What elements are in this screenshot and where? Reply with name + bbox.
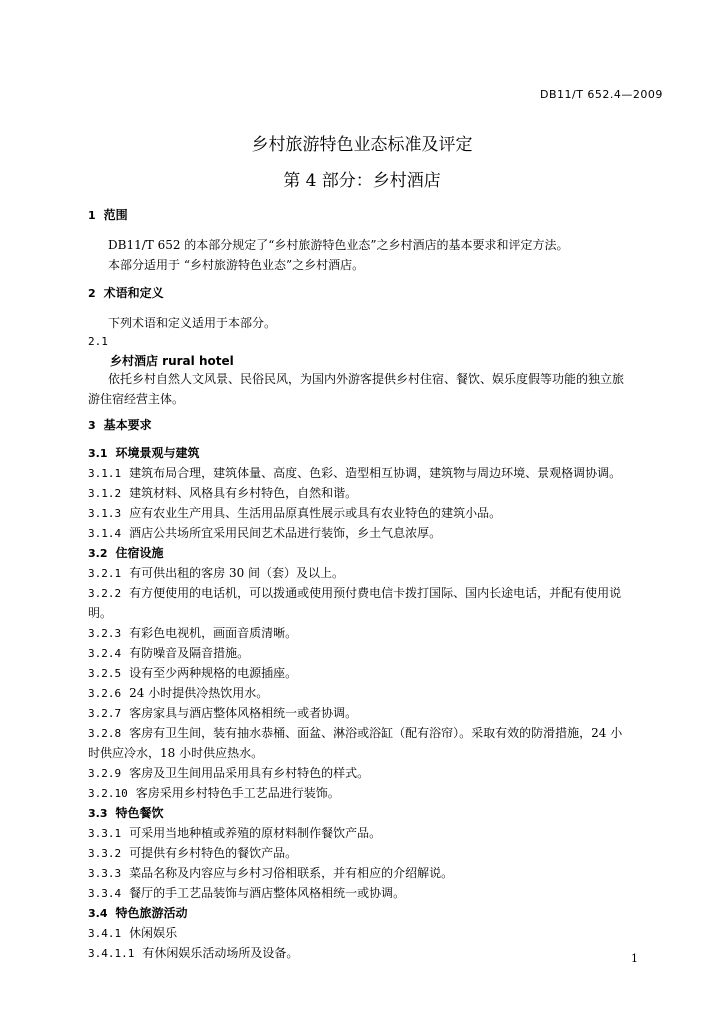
clause-number: 3.2.9 [88,767,122,780]
clause-text: 菜品名称及内容应与乡村习俗相联系，并有相应的介绍解说。 [129,866,454,880]
document-line [88,744,263,761]
clause-number: 3.2.7 [88,707,122,720]
clause-number: 3.3.3 [88,867,122,880]
clause-text: 住宿设施 [115,546,164,560]
document-line [88,390,184,407]
document-line [88,604,112,621]
document-line [88,824,381,841]
clause-text: 范围 [103,208,128,222]
clause-number: 3.3 [88,807,108,820]
document-line [88,904,188,921]
document-line [88,804,164,821]
clause-text: 乡村酒店 rural hotel [110,354,234,368]
document-line [88,844,297,861]
clause-text: DB11/T 652 的本部分规定了“乡村旅游特色业态”之乡村酒店的基本要求和评定方法。 [108,238,569,252]
document-line [88,544,164,561]
document-line [88,924,177,941]
clause-number: 3.4 [88,907,108,920]
clause-text: 时供应冷水，18 小时供应热水。 [88,746,264,760]
clause-text: 24 小时提供冷热饮用水。 [129,686,269,700]
document-line [88,444,200,461]
clause-text: 客房家具与酒店整体风格相统一或者协调。 [129,706,358,720]
clause-number: 3.4.1 [88,927,122,940]
clause-text: 有彩色电视机，画面音质清晰。 [129,626,298,640]
document-line [88,334,116,348]
clause-number: 3.2.10 [88,787,128,800]
clause-number: 3.2.2 [88,587,122,600]
document-line [88,704,357,721]
clause-text: 酒店公共场所宜采用民间艺术品进行装饰，乡土气息浓厚。 [129,526,442,540]
clause-number: 2.1 [88,335,108,348]
clause-number: 3.1.1 [88,467,122,480]
clause-number: 3.3.2 [88,847,122,860]
document-line [88,284,164,301]
document-line [88,564,344,581]
clause-text: 休闲娱乐 [129,926,178,940]
clause-text: 客房采用乡村特色手工艺品进行装饰。 [135,786,340,800]
document-line [88,644,249,661]
clause-number: 3.3.4 [88,887,122,900]
document-subtitle: 第 4 部分：乡村酒店 [283,171,441,191]
document-line [108,314,276,331]
clause-text: 应有农业生产用具、生活用品原真性展示或具有农业特色的建筑小品。 [129,506,502,520]
document-line [88,724,622,741]
clause-text: 客房有卫生间，装有抽水恭桶、面盆、淋浴或浴缸（配有浴帘）。采取有效的防滑措施，24 小 [129,726,623,740]
clause-text: 可采用当地种植或养殖的原材料制作餐饮产品。 [129,826,382,840]
clause-text: 可提供有乡村特色的餐饮产品。 [129,846,298,860]
clause-number: 3.1 [88,447,108,460]
clause-text: 设有至少两种规格的电源插座。 [129,666,298,680]
clause-number: 1 [88,209,96,222]
document-line [88,864,453,881]
clause-number: 3.2.4 [88,647,122,660]
clause-number: 3.2.5 [88,667,122,680]
document-line [88,664,297,681]
document-line [88,784,340,801]
document-line [88,484,357,501]
clause-text: 客房及卫生间用品采用具有乡村特色的样式。 [129,766,370,780]
clause-number: 3.3.1 [88,827,122,840]
standard-code: DB11/T 652.4—2009 [540,88,663,101]
clause-number: 3.2.3 [88,627,122,640]
document-line [88,464,621,481]
clause-text: 本部分适用于 “乡村旅游特色业态”之乡村酒店。 [108,258,365,272]
document-line [88,524,441,541]
clause-text: 有可供出租的客房 30 间（套）及以上。 [129,566,345,580]
document-line [108,370,624,387]
document-line [88,206,128,223]
clause-number: 3.1.4 [88,527,122,540]
page-number: 1 [631,952,638,965]
clause-text: 有休闲娱乐活动场所及设备。 [142,946,299,960]
document-line [88,504,501,521]
document-line [88,624,297,641]
clause-text: 建筑布局合理，建筑体量、高度、色彩、造型相互协调，建筑物与周边环境、景观格调协调。 [129,466,622,480]
clause-number: 3.1.2 [88,487,122,500]
clause-text: 依托乡村自然人文风景、民俗民风，为国内外游客提供乡村住宿、餐饮、娱乐度假等功能的独立旅 [108,372,625,386]
clause-text: 餐厅的手工艺品装饰与酒店整体风格相统一或协调。 [129,886,406,900]
document-line [88,416,152,433]
clause-number: 2 [88,287,96,300]
clause-number: 3.2.1 [88,567,122,580]
document-line [88,684,268,701]
clause-text: 下列术语和定义适用于本部分。 [108,316,277,330]
document-title: 乡村旅游特色业态标准及评定 [251,135,473,155]
document-line [88,764,369,781]
clause-number: 3.2.6 [88,687,122,700]
document-line [88,584,621,601]
clause-number: 3.2.8 [88,727,122,740]
clause-number: 3.4.1.1 [88,947,135,960]
clause-number: 3.2 [88,547,108,560]
clause-text: 术语和定义 [103,286,164,300]
document-line [110,352,234,369]
clause-text: 特色餐饮 [115,806,164,820]
clause-number: 3 [88,419,96,432]
clause-text: 特色旅游活动 [115,906,188,920]
clause-text: 明。 [88,606,113,620]
document-line [88,944,298,961]
clause-text: 建筑材料、风格具有乡村特色，自然和谐。 [129,486,358,500]
clause-number: 3.1.3 [88,507,122,520]
document-line [108,236,569,253]
clause-text: 环境景观与建筑 [115,446,200,460]
document-line [108,256,364,273]
clause-text: 有防噪音及隔音措施。 [129,646,250,660]
document-line [88,884,405,901]
clause-text: 游住宿经营主体。 [88,392,185,406]
clause-text: 基本要求 [103,418,152,432]
clause-text: 有方便使用的电话机，可以拨通或使用预付费电信卡拨打国际、国内长途电话，并配有使用说 [129,586,622,600]
